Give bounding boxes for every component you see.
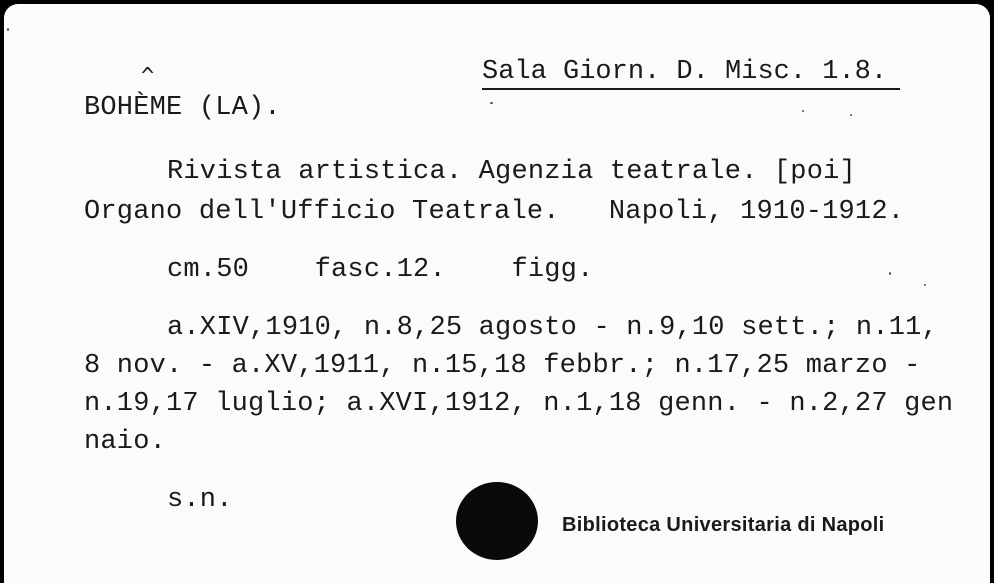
library-name: Biblioteca Universitaria di Napoli — [562, 514, 885, 536]
physical-description: cm.50 fasc.12. figg. — [167, 255, 594, 285]
catalog-card — [4, 4, 990, 583]
holdings-line-3: n.19,17 luglio; a.XVI,1912, n.1,18 genn. - n.2,27 gen — [84, 389, 954, 419]
heading-accent: ^ — [141, 64, 155, 89]
speck — [802, 110, 804, 112]
heading: BOHÈME (LA). — [84, 93, 281, 123]
speck — [490, 102, 493, 104]
description-line-2: Organo dell'Ufficio Teatrale. Napoli, 1910-1912. — [84, 197, 905, 227]
holdings-line-1: a.XIV,1910, n.8,25 agosto - n.9,10 sett.; n.11, — [167, 313, 938, 343]
speck — [7, 28, 9, 31]
speck — [924, 284, 926, 286]
shelfmark-underline — [482, 88, 900, 90]
note: s.n. — [167, 485, 233, 515]
speck — [889, 272, 891, 275]
description-line-1: Rivista artistica. Agenzia teatrale. [poi] — [167, 157, 856, 187]
holdings-line-2: 8 nov. - a.XV,1911, n.15,18 febbr.; n.17,25 marzo - — [84, 351, 921, 381]
library-stamp-circle — [456, 482, 538, 560]
speck — [850, 114, 852, 116]
holdings-line-4: naio. — [84, 427, 167, 457]
shelfmark: Sala Giorn. D. Misc. 1.8. — [482, 57, 888, 87]
